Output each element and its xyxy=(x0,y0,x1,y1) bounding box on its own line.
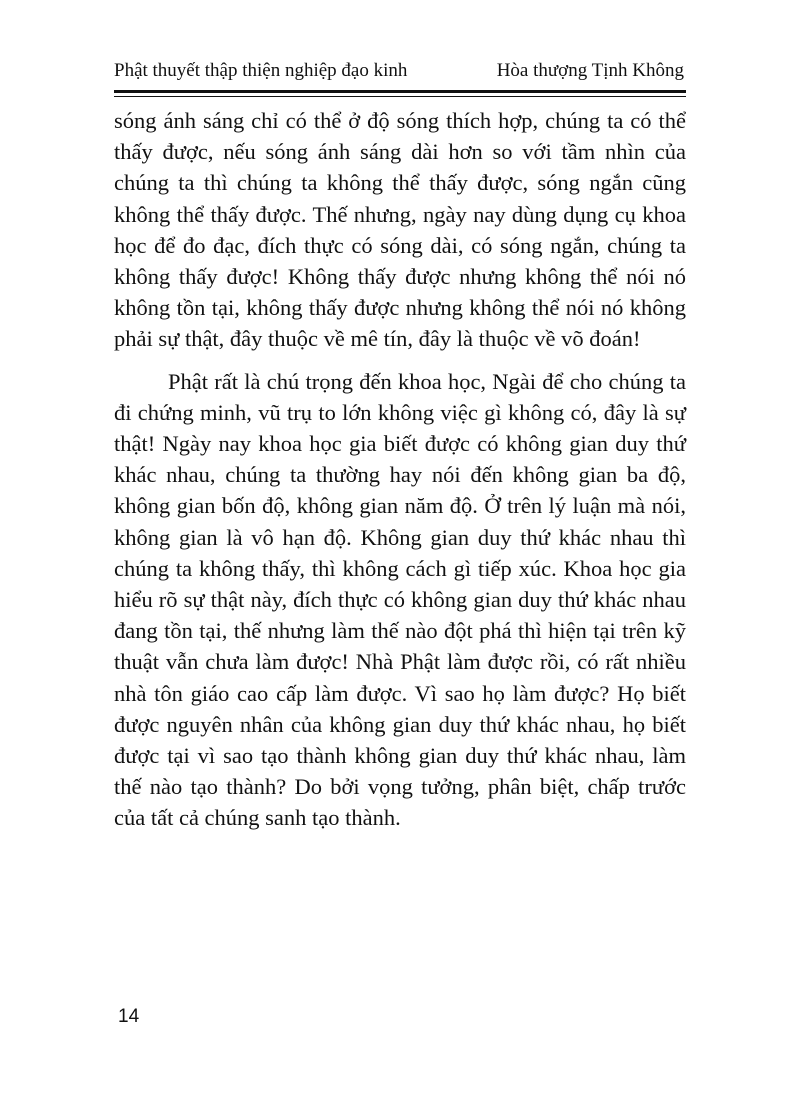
body-text xyxy=(114,105,686,834)
header-rule-thick xyxy=(114,90,686,93)
author-name: Hòa thượng Tịnh Không xyxy=(496,60,684,81)
paragraph: Phật rất là chú trọng đến khoa học, Ngài để cho chúng ta đi chứng minh, vũ trụ to lớn không việc gì không có, đây là sự thật! Ngày nay khoa học gia biết được có không gian duy thứ khác nhau, chúng ta thường hay nói đến không gian ba độ, không gian bốn độ, không gian năm độ. Ở trên lý luận mà nói, không gian là vô hạn độ. Không gian duy thứ khác nhau thì chúng ta không thấy, thì không cách gì tiếp xúc. Khoa học gia hiểu rõ sự thật này, đích thực có không gian duy thứ khác nhau đang tồn tại, thế nhưng làm thế nào đột phá thì hiện tại trên kỹ thuật vẫn chưa làm được! Nhà Phật làm được rồi, có rất nhiều nhà tôn giáo cao cấp làm được. Vì sao họ làm được? Họ biết được nguyên nhân của không gian duy thứ khác nhau, họ biết được tại vì sao tạo thành không gian duy thứ khác nhau, làm thế nào tạo thành? Do bởi vọng tưởng, phân biệt, chấp trước của tất cả chúng sanh tạo thành. xyxy=(114,368,686,831)
book-title: Phật thuyết thập thiện nghiệp đạo kinh xyxy=(114,60,408,81)
paragraph-continued: sóng ánh sáng chỉ có thể ở độ sóng thích hợp, chúng ta có thể thấy được, nếu sóng ánh sáng dài hơn so với tầm nhìn của chúng ta thì chúng ta không thể thấy được, sóng ngắn cũng không thể thấy được. Thế nhưng, ngày nay dùng dụng cụ khoa học để đo đạc, đích thực có sóng dài, có sóng ngắn, chúng ta không thấy được! Không thấy được nhưng không thể nói nó không tồn tại, không thấy được nhưng không thể nói nó không phải sự thật, đây thuộc về mê tín, đây là thuộc về võ đoán! xyxy=(114,108,686,352)
page-number: 14 xyxy=(118,1006,140,1027)
running-header xyxy=(114,56,684,86)
header-rule-thin xyxy=(114,96,686,97)
